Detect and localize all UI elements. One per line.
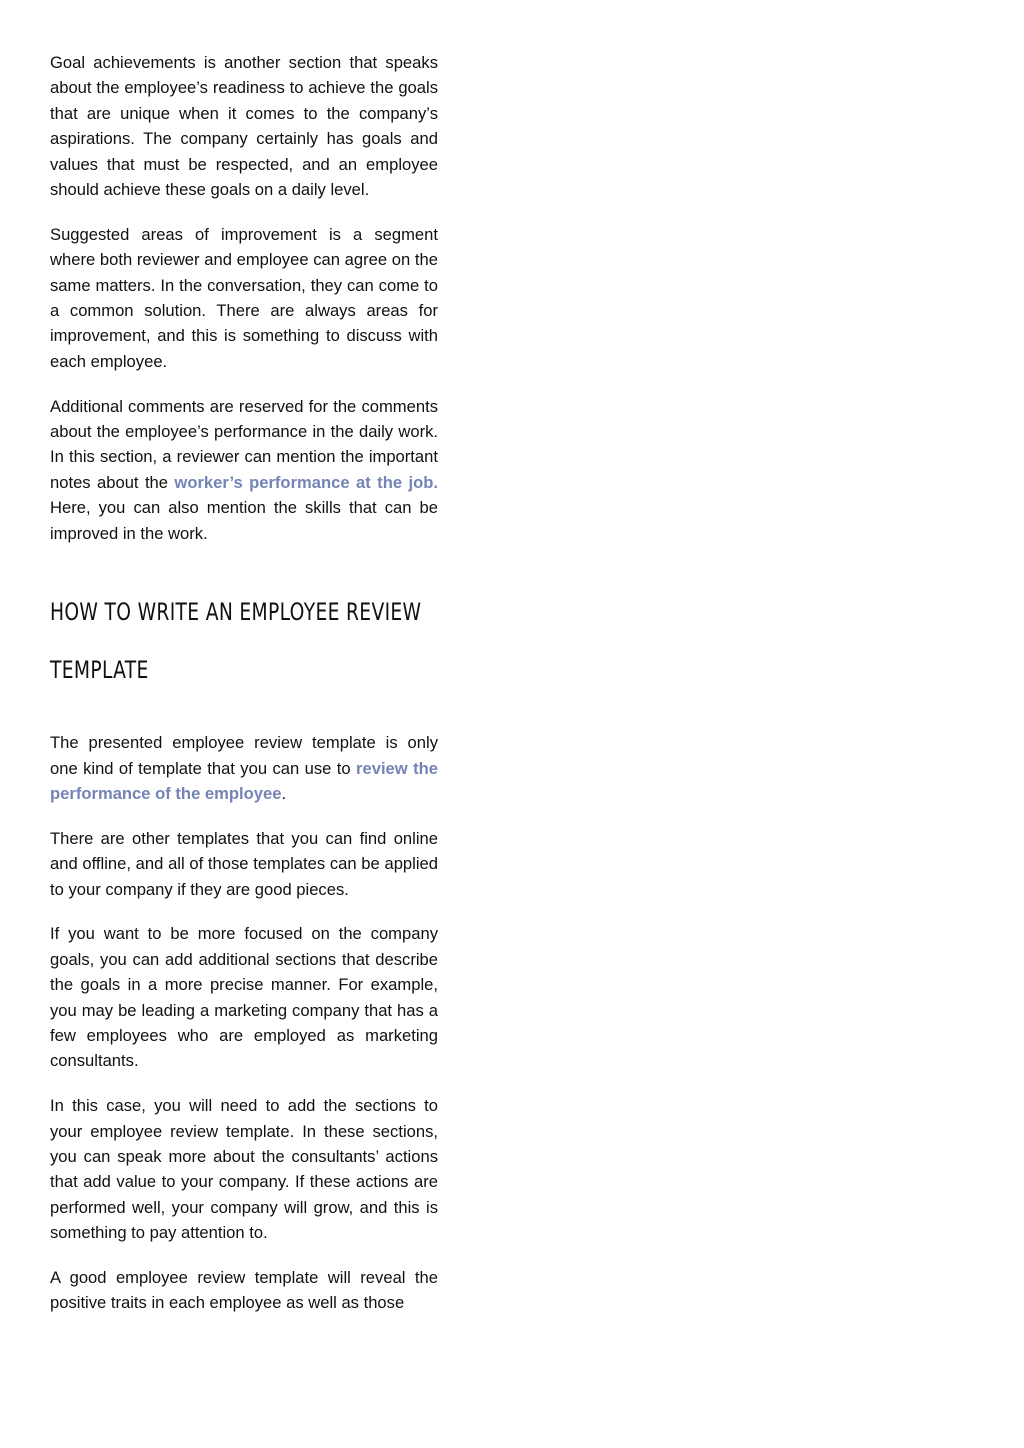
paragraph-text: Here, you can also mention the skills that can be improved in the work. (50, 498, 438, 543)
paragraph-additional-comments (50, 394, 438, 546)
paragraph-text: The presented employee review template is only one kind of template that you can use to (50, 733, 438, 778)
paragraph-good-template: A good employee review template will reveal the positive traits in each employee as well as those (50, 1267, 438, 1313)
paragraph-suggested-improvement: Suggested areas of improvement is a segment where both reviewer and employee can agree on the same matters. In the conversation, they can come to a common solution. There are always areas for improvement, and this is something to discuss with each employee. (50, 224, 438, 371)
review-performance-link[interactable]: review the performance of the employee (50, 758, 438, 803)
paragraph-text: Additional comments are reserved for the comments about the employee’s performance in the daily work. In this section, a reviewer can mention the important notes about the (50, 396, 438, 492)
paragraph-text: . (281, 783, 287, 803)
worker-performance-link[interactable]: worker’s performance at the job. (174, 472, 438, 492)
paragraph-goal-achievements: Goal achievements is another section that speaks about the employee’s readiness to achieve the goals that are unique when it comes to the company’s aspirations. The company certainly has goals and values that must be respected, and an employee should achieve these goals on a daily level. (50, 53, 438, 200)
paragraph-add-sections: In this case, you will need to add the sections to your employee review template. In these sections, you can speak more about the consultants’ actions that add value to your company. If these actions are performed well, your company will grow, and this is something to pay attention to. (50, 1096, 438, 1243)
article-column (50, 50, 438, 1335)
paragraph-company-goals: If you want to be more focused on the company goals, you can add additional sections that describe the goals in a more precise manner. For example, you may be leading a marketing company that has a few employees who are employed as marketing consultants. (50, 924, 438, 1071)
section-heading: HOW TO WRITE AN EMPLOYEE REVIEW TEMPLATE (50, 598, 422, 685)
paragraph-presented-template (50, 730, 438, 806)
paragraph-other-templates: There are other templates that you can find online and offline, and all of those templates can be applied to your company if they are good pieces. (50, 828, 438, 899)
